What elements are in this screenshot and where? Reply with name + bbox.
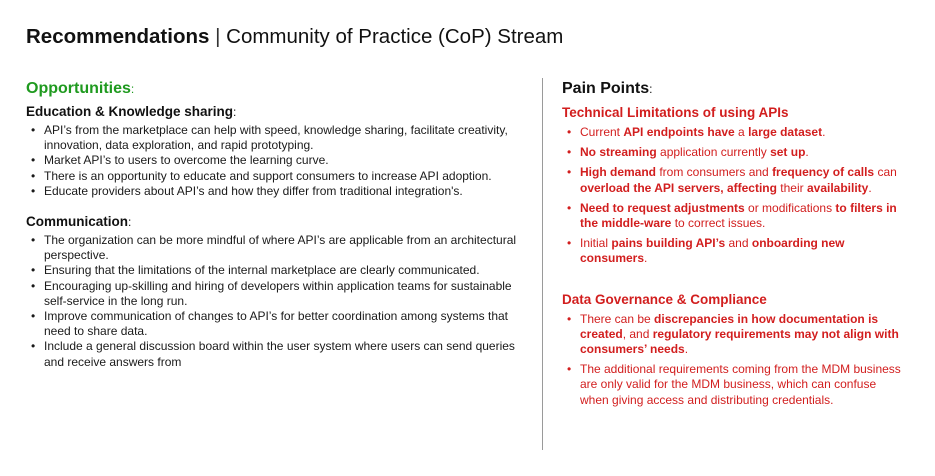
opportunities-column — [26, 79, 531, 370]
opportunities-heading-colon: : — [130, 82, 135, 96]
list-item: • API’s from the marketplace can help with speed, knowledge sharing, facilitate creativity, innovation, data exploration, and rapid prototyping. — [26, 123, 531, 153]
technical-limitations-list — [562, 125, 902, 267]
page-title — [26, 25, 563, 49]
data-governance-heading: Data Governance & Compliance — [562, 291, 767, 307]
opportunities-heading — [26, 79, 531, 99]
opportunities-heading-text: Opportunities — [26, 80, 131, 97]
list-item: • Include a general discussion board within the user system where users can send queries and receive answers from — [26, 339, 531, 369]
title-separator: | — [215, 25, 221, 48]
communication-heading-text: Communication — [26, 214, 129, 230]
communication-list — [26, 233, 531, 370]
list-item: • Educate providers about API’s and how they differ from traditional integration's. — [26, 184, 531, 199]
education-list — [26, 123, 531, 199]
list-item: • High demand from consumers and frequency of calls can overload the API servers, affecting their availability. — [562, 165, 902, 195]
list-item: • Current API endpoints have a large dataset. — [562, 125, 902, 140]
list-item: • Encouraging up-skilling and hiring of developers within application teams for sustainable self-service in the long run. — [26, 279, 531, 309]
education-heading-text: Education & Knowledge sharing — [26, 104, 234, 119]
education-heading — [26, 103, 531, 121]
pain-points-heading — [562, 79, 902, 99]
pain-points-column — [562, 79, 902, 413]
list-item: • Market API’s to users to overcome the learning curve. — [26, 153, 531, 168]
pain-points-heading-colon: : — [649, 82, 653, 96]
list-item: • Need to request adjustments or modifications to filters in the middle-ware to correct issues. — [562, 201, 902, 231]
communication-heading-colon: : — [128, 215, 132, 230]
list-item: • The organization can be more mindful of where API’s are applicable from an architectural perspective. — [26, 233, 531, 263]
list-item: • There is an opportunity to educate and support consumers to increase API adoption. — [26, 169, 531, 184]
title-main: Recommendations — [26, 25, 210, 48]
pain-points-heading-text: Pain Points — [562, 80, 650, 97]
list-item: • Initial pains building API’s and onboarding new consumers. — [562, 236, 902, 266]
list-item: • The additional requirements coming from the MDM business are only valid for the MDM business, which can confuse when giving access and distributing credentials. — [562, 362, 902, 408]
title-subtitle: Community of Practice (CoP) Stream — [226, 25, 564, 48]
communication-heading — [26, 213, 531, 231]
list-item: • Ensuring that the limitations of the internal marketplace are clearly communicated. — [26, 263, 531, 278]
data-governance-list — [562, 312, 902, 408]
list-item: • Improve communication of changes to API’s for better coordination among systems that need to share data. — [26, 309, 531, 339]
technical-limitations-heading: Technical Limitations of using APIs — [562, 105, 789, 120]
list-item: • There can be discrepancies in how documentation is created, and regulatory requirements may not align with consumers’ needs. — [562, 312, 902, 358]
column-divider — [542, 78, 543, 450]
education-heading-colon: : — [233, 105, 237, 119]
list-item: • No streaming application currently set up. — [562, 145, 902, 160]
